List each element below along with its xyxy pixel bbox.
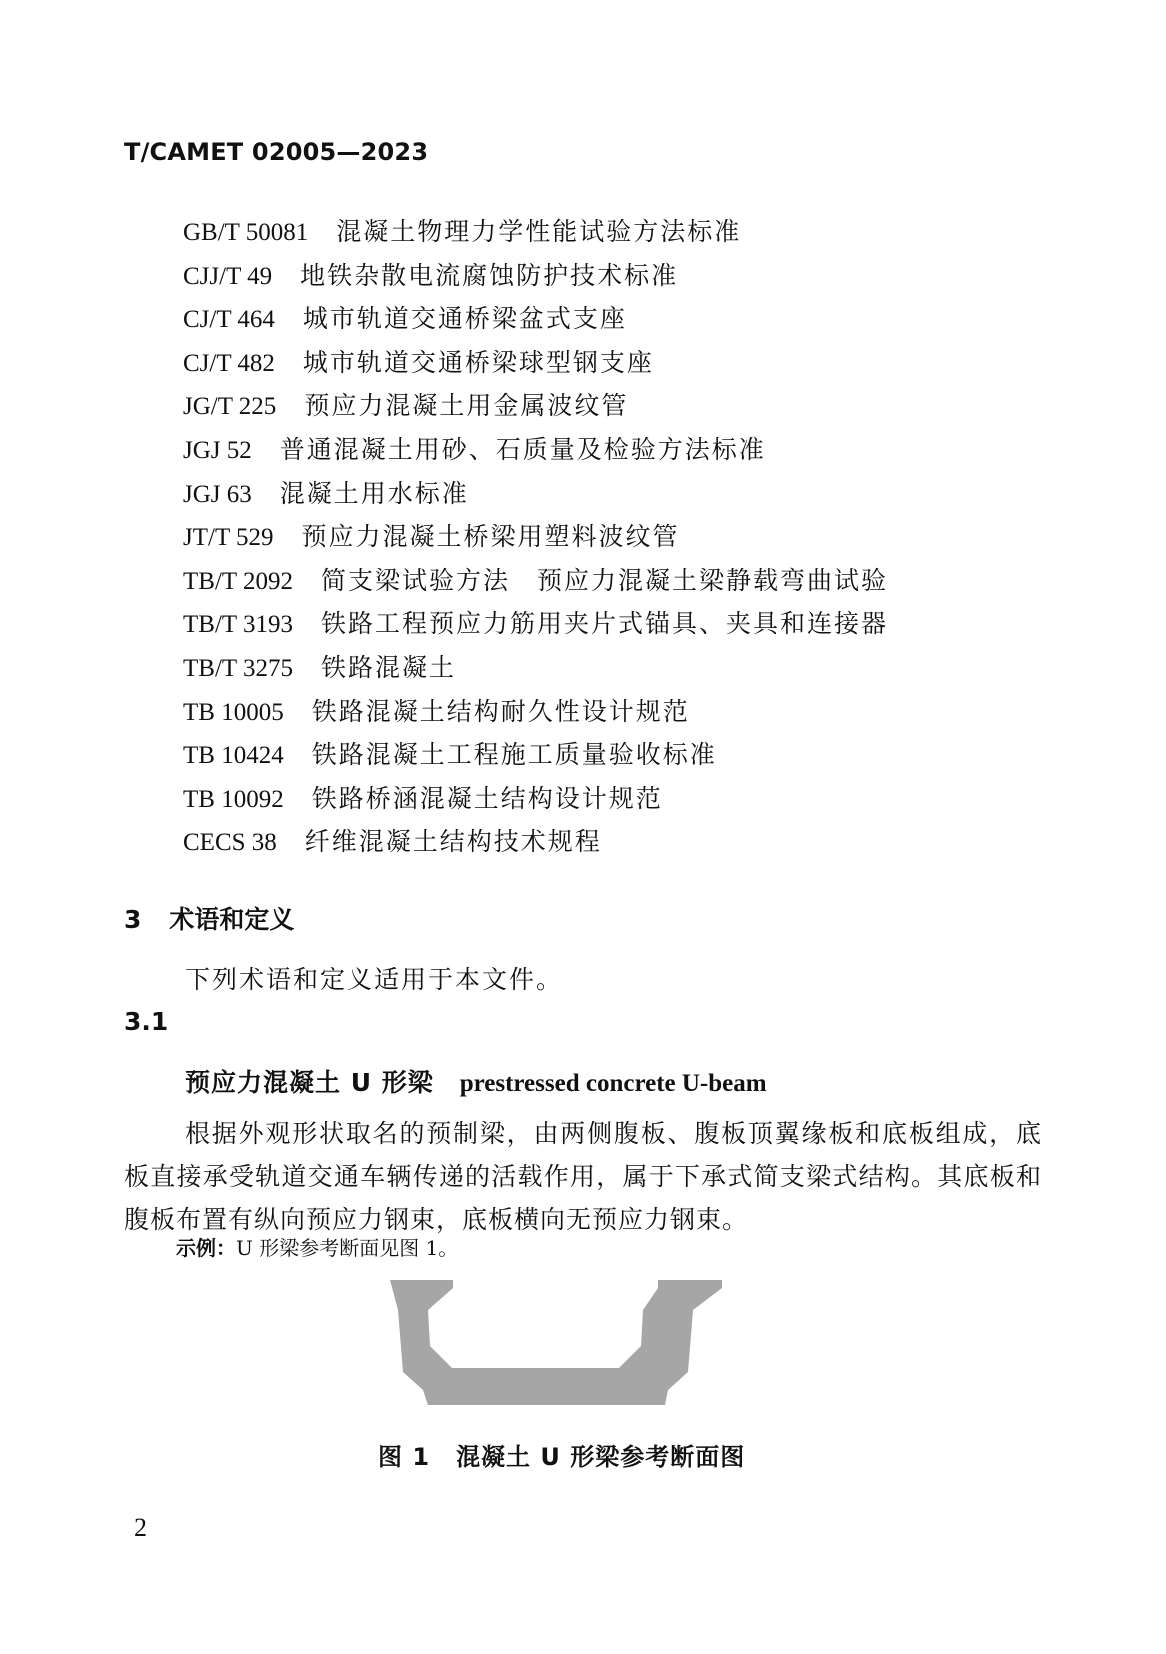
term-line (185, 1063, 767, 1099)
reference-code: TB/T 3275 (183, 654, 293, 682)
reference-title: 铁路混凝土结构耐久性设计规范 (311, 696, 690, 726)
reference-code: CJ/T 464 (183, 306, 275, 334)
reference-code: CECS 38 (183, 829, 277, 857)
reference-title: 城市轨道交通桥梁球型钢支座 (302, 347, 654, 377)
reference-item (183, 820, 888, 864)
reference-title: 城市轨道交通桥梁盆式支座 (302, 304, 627, 334)
u-beam-section-shape (390, 1280, 722, 1405)
term-english: prestressed concrete U-beam (459, 1070, 767, 1097)
document-code: T/CAMET 02005—2023 (124, 138, 429, 166)
reference-item (183, 428, 888, 472)
reference-title: 混凝土用水标准 (279, 478, 469, 508)
normative-references-list (183, 210, 888, 864)
reference-title: 铁路混凝土工程施工质量验收标准 (311, 740, 717, 770)
reference-item (183, 733, 888, 777)
reference-code: TB 10005 (183, 698, 284, 726)
reference-title: 预应力混凝土桥梁用塑料波纹管 (301, 522, 680, 552)
example-note (176, 1232, 458, 1261)
reference-code: JGJ 52 (183, 436, 252, 464)
reference-item (183, 341, 888, 385)
figure-title: 混凝土 U 形梁参考断面图 (456, 1443, 746, 1471)
example-text: U 形梁参考断面见图 1。 (236, 1236, 459, 1260)
section-title: 术语和定义 (169, 905, 295, 934)
reference-item (183, 777, 888, 821)
reference-item (183, 559, 888, 603)
reference-code: TB 10092 (183, 785, 284, 813)
figure-caption (378, 1437, 745, 1472)
reference-title: 铁路混凝土 (320, 652, 456, 682)
section-heading (124, 900, 294, 936)
reference-code: JGJ 63 (183, 480, 252, 508)
u-beam-cross-section-figure (390, 1280, 770, 1405)
reference-code: GB/T 50081 (183, 219, 309, 246)
section-number: 3 (124, 905, 142, 934)
reference-title: 铁路工程预应力筋用夹片式锚具、夹具和连接器 (320, 609, 888, 639)
reference-code: CJJ/T 49 (183, 262, 273, 290)
reference-item (183, 690, 888, 734)
reference-item (183, 384, 888, 428)
reference-item (183, 646, 888, 690)
reference-item (183, 515, 888, 559)
reference-title: 纤维混凝土结构技术规程 (304, 827, 602, 857)
page-number: 2 (134, 1513, 147, 1542)
reference-code: JT/T 529 (183, 524, 274, 552)
reference-item (183, 472, 888, 516)
reference-item (183, 210, 888, 254)
reference-item (183, 254, 888, 298)
section-intro: 下列术语和定义适用于本文件。 (185, 965, 564, 994)
reference-code: TB 10424 (183, 742, 284, 770)
reference-code: CJ/T 482 (183, 349, 275, 377)
reference-title: 地铁杂散电流腐蚀防护技术标准 (300, 260, 679, 290)
term-definition: 根据外观形状取名的预制梁，由两侧腹板、腹板顶翼缘板和底板组成，底板直接承受轨道交通车辆传递的活载作用，属于下承式简支梁式结构。其底板和腹板布置有纵向预应力钢束，底板横向无预应力钢束。 (124, 1119, 1042, 1234)
reference-item (183, 297, 888, 341)
reference-title: 混凝土物理力学性能试验方法标准 (336, 217, 742, 246)
figure-number: 图 1 (378, 1443, 431, 1471)
reference-item (183, 602, 888, 646)
reference-title: 普通混凝土用砂、石质量及检验方法标准 (279, 434, 766, 464)
example-label: 示例： (176, 1236, 236, 1260)
clause-number: 3.1 (124, 1007, 169, 1036)
reference-title: 简支梁试验方法 预应力混凝土梁静载弯曲试验 (320, 565, 888, 595)
reference-code: TB/T 2092 (183, 567, 293, 595)
reference-title: 预应力混凝土用金属波纹管 (304, 391, 629, 421)
reference-title: 铁路桥涵混凝土结构设计规范 (311, 783, 663, 813)
term-chinese: 预应力混凝土 U 形梁 (185, 1068, 434, 1097)
reference-code: TB/T 3193 (183, 611, 293, 639)
reference-code: JG/T 225 (183, 393, 277, 421)
